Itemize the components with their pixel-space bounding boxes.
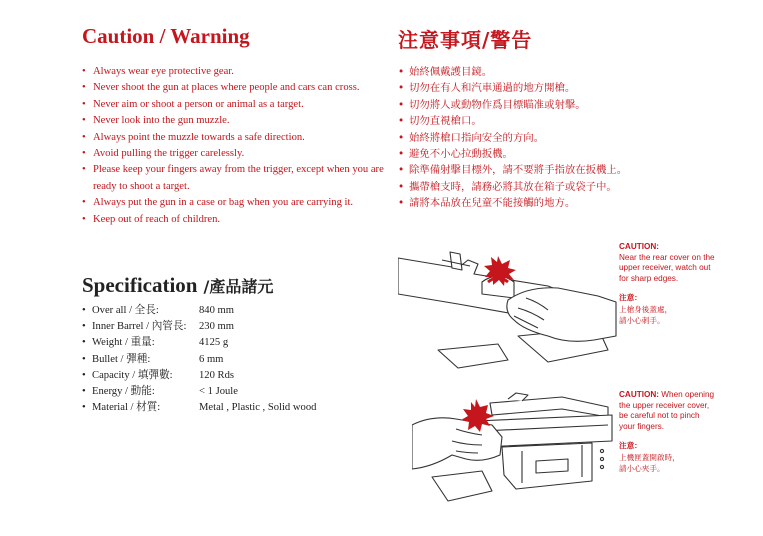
specification-title-en: Specification: [82, 273, 198, 297]
callout-line-en: the upper receiver cover,: [619, 400, 710, 410]
callout-head-en: CAUTION:: [619, 242, 660, 251]
caution-item-zh: • 攜帶槍支時，請務必將其放在箱子或袋子中。: [398, 179, 698, 195]
caution-item-en: • Never aim or shoot a person or animal as a target.: [82, 97, 392, 113]
callout-line-zh: 上機匣蓋開啟時，: [619, 452, 680, 462]
caution-item-zh: • 切勿將人或動物作爲目標瞄准或射擊。: [398, 97, 698, 113]
caution-item-en: • Avoid pulling the trigger carelessly.: [82, 146, 392, 162]
specification-title-zh: /產品諸元: [203, 277, 274, 296]
spec-row: • Energy / 動能: < 1 Joule: [82, 384, 382, 400]
spec-label: Energy / 動能:: [92, 386, 155, 398]
caution-item-en: • Always wear eye protective gear.: [82, 64, 392, 80]
caution-item-zh: • 始終將槍口指向安全的方向。: [398, 130, 698, 146]
callout-line-en: for sharp edges.: [619, 273, 679, 283]
caution-item-en: • Always point the muzzle towards a safe direction.: [82, 130, 392, 146]
spec-label: Inner Barrel / 內管長:: [92, 321, 187, 333]
spec-label: Over all / 全長:: [92, 305, 159, 316]
caution-item-en: • Never shoot the gun at places where people and cars can cross.: [82, 80, 392, 96]
caution-item-en: • Please keep your fingers away from the trigger, except when you are ready to shoot a target.: [82, 162, 392, 195]
callout-head-zh: 注意：: [619, 441, 642, 451]
spec-row: • Material / 材質: Metal , Plastic , Solid wood: [82, 400, 382, 416]
rear-cover-illustration: [398, 240, 618, 380]
callout-rear-cover: [619, 242, 759, 326]
callout-line-zh: 請小心刺手。: [619, 315, 665, 325]
caution-item-zh: • 切勿在有人和汽車通過的地方開槍。: [398, 80, 698, 96]
callout-line-zh: 上槍身後蓋處，: [619, 304, 673, 314]
spec-label: Capacity / 填彈數:: [92, 369, 173, 381]
caution-title-zh: 注意事項/警告: [398, 28, 533, 52]
spec-label: Bullet / 彈種:: [92, 353, 151, 365]
receiver-cover-illustration: [412, 385, 616, 505]
caution-item-zh: • 避免不小心拉動扳機。: [398, 146, 698, 162]
caution-item-en: • Keep out of reach of children.: [82, 212, 392, 228]
callout-line-en: your fingers.: [619, 421, 665, 431]
caution-list-zh: [398, 64, 698, 212]
spec-value: < 1 Joule: [199, 386, 238, 398]
spec-row: • Weight / 重量: 4125 g: [82, 335, 382, 351]
caution-item-en: • Never look into the gun muzzle.: [82, 113, 392, 129]
spec-label: Weight / 重量:: [92, 337, 155, 349]
spec-row: • Capacity / 填彈數: 120 Rds: [82, 368, 382, 384]
callout-head-en-rest: When opening: [659, 390, 715, 399]
specification-title: [82, 272, 273, 299]
caution-item-zh: • 除準備射擊目標外，請不要將手指放在扳機上。: [398, 162, 698, 178]
callout-line-en: be careful not to pinch: [619, 411, 700, 421]
spec-row: • Bullet / 彈種: 6 mm: [82, 352, 382, 368]
spec-value: 120 Rds: [199, 369, 235, 381]
spec-label: Material / 材質:: [92, 402, 161, 414]
callout-line-en: upper receiver, watch out: [619, 263, 711, 273]
callout-line-zh: 請小心夾手。: [619, 463, 665, 473]
spec-value: 840 mm: [199, 305, 235, 316]
caution-item-zh: • 切勿直視槍口。: [398, 113, 698, 129]
caution-title-en: Caution / Warning: [82, 24, 250, 48]
callout-line-en: Near the rear cover on the: [619, 252, 715, 262]
callout-receiver-cover: [619, 390, 759, 474]
spec-value: Metal , Plastic , Solid wood: [199, 402, 317, 414]
caution-item-zh: • 始終佩戴護目鏡。: [398, 64, 698, 80]
spec-value: 230 mm: [199, 321, 235, 333]
caution-item-en: • Always put the gun in a case or bag when you are carrying it.: [82, 195, 392, 211]
callout-head-zh: 注意：: [619, 293, 642, 303]
spec-row: • Inner Barrel / 內管長: 230 mm: [82, 319, 382, 335]
caution-list-en: [82, 64, 392, 228]
spec-row: • Over all / 全長: 840 mm: [82, 303, 382, 319]
specification-table: [82, 303, 382, 416]
spec-value: 6 mm: [199, 353, 224, 365]
caution-item-zh: • 請將本品放在兒童不能接觸的地方。: [398, 195, 698, 211]
callout-head-en: CAUTION:: [619, 390, 660, 399]
spec-value: 4125 g: [199, 337, 229, 349]
